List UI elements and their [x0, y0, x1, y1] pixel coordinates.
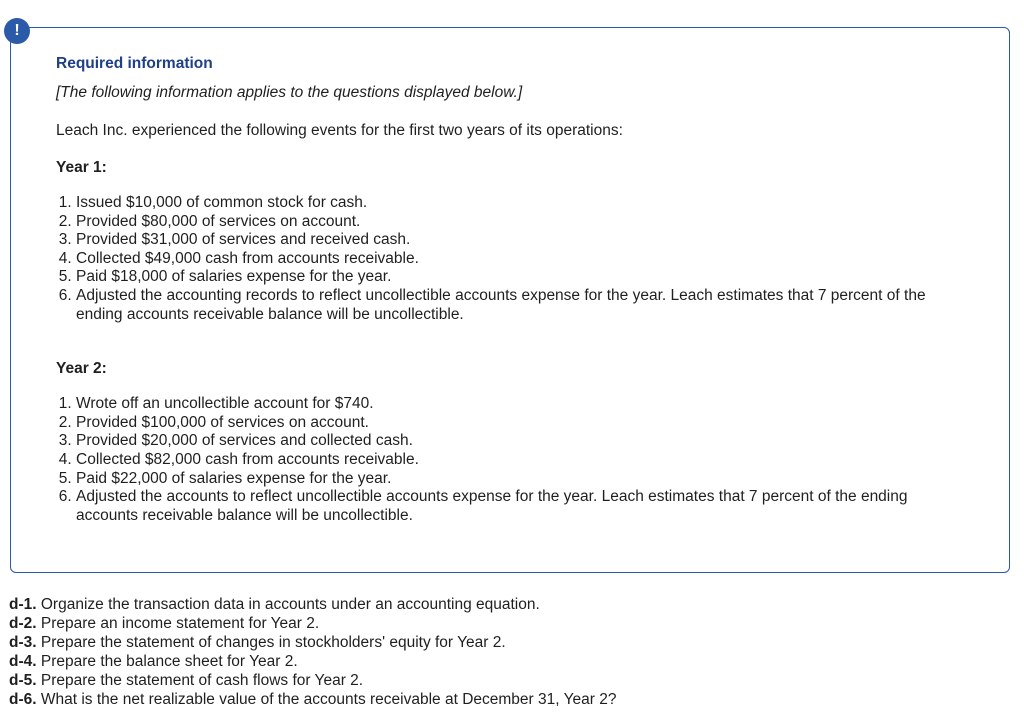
question-item [9, 614, 616, 633]
required-information-content [56, 54, 969, 525]
year1-event: 2. Provided $80,000 of services on account. [76, 213, 969, 232]
question-item [9, 633, 616, 652]
intro-text: Leach Inc. experienced the following events for the first two years of its operations: [56, 122, 623, 139]
year1-event: 6. Adjusted the accounting records to reflect uncollectible accounts expense for the year. Leach estimates that 7 percent of the ending accounts receivable balance will be uncollectible. [76, 287, 969, 324]
question-item [9, 595, 616, 614]
year2-heading: Year 2: [56, 360, 107, 378]
question-label: d-6. [9, 691, 37, 708]
question-text: What is the net realizable value of the accounts receivable at December 31, Year 2? [40, 691, 617, 708]
question-item [9, 671, 616, 690]
question-item [9, 652, 616, 671]
question-text: Organize the transaction data in accounts under an accounting equation. [40, 596, 540, 613]
year1-event: 4. Collected $49,000 cash from accounts receivable. [76, 250, 969, 269]
alert-icon: ! [4, 18, 30, 44]
question-item [9, 690, 616, 709]
year2-event: 3. Provided $20,000 of services and collected cash. [76, 432, 969, 451]
year1-event: 1. Issued $10,000 of common stock for cash. [76, 194, 969, 213]
year1-heading: Year 1: [56, 159, 107, 176]
required-information-title: Required information [56, 55, 213, 72]
question-label: d-1. [9, 596, 37, 613]
question-label: d-5. [9, 672, 37, 689]
question-label: d-3. [9, 634, 37, 651]
required-information-panel [10, 27, 1010, 573]
year1-event: 5. Paid $18,000 of salaries expense for the year. [76, 268, 969, 287]
year1-event: 3. Provided $31,000 of services and received cash. [76, 231, 969, 250]
year2-event-list [56, 395, 969, 525]
question-label: d-4. [9, 653, 37, 670]
question-list [9, 595, 616, 709]
question-text: Prepare the statement of changes in stockholders' equity for Year 2. [40, 634, 506, 651]
year2-event: 6. Adjusted the accounts to reflect uncollectible accounts expense for the year. Leach estimates that 7 percent of the ending accounts receivable balance will be uncollectible. [76, 488, 969, 525]
question-text: Prepare the statement of cash flows for Year 2. [40, 672, 364, 689]
question-text: Prepare an income statement for Year 2. [40, 615, 320, 632]
question-label: d-2. [9, 615, 37, 632]
year2-event: 2. Provided $100,000 of services on account. [76, 414, 969, 433]
year1-event-list [56, 194, 969, 324]
year2-event: 1. Wrote off an uncollectible account for $740. [76, 395, 969, 414]
year2-event: 4. Collected $82,000 cash from accounts receivable. [76, 451, 969, 470]
question-text: Prepare the balance sheet for Year 2. [40, 653, 298, 670]
year2-event: 5. Paid $22,000 of salaries expense for the year. [76, 470, 969, 489]
applies-note: [The following information applies to the questions displayed below.] [56, 84, 523, 101]
